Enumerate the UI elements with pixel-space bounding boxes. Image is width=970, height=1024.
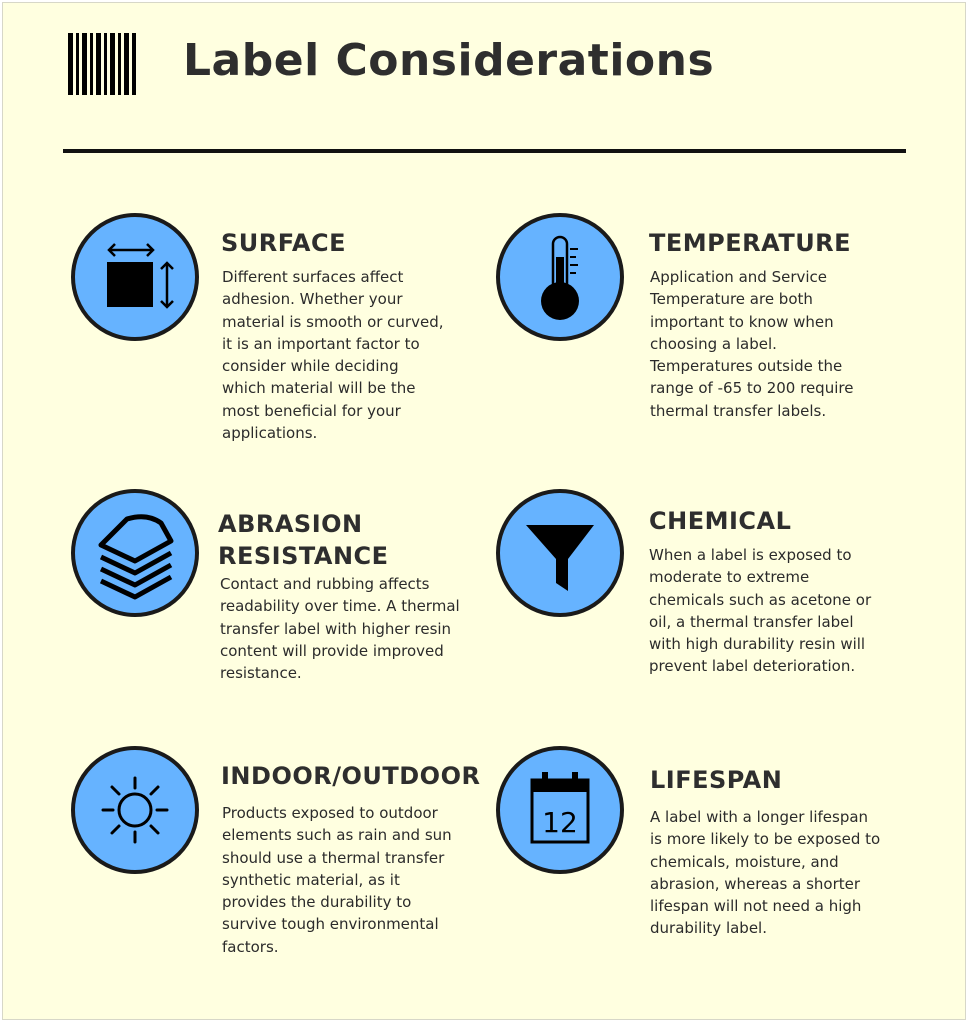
text-line: it is an important factor to: [222, 334, 420, 353]
text-line: oil, a thermal transfer label: [649, 612, 854, 631]
text-line: prevent label deterioration.: [649, 657, 856, 676]
text-line: which material will be the: [222, 379, 416, 398]
text-line: A label with a longer lifespan: [650, 808, 869, 826]
text-line: range of -65 to 200 require: [650, 379, 854, 398]
section-text-chemical: [649, 544, 871, 678]
text-line: Temperature are both: [650, 290, 813, 309]
section-heading-lifespan: LIFESPAN: [650, 766, 783, 794]
text-line: most beneficial for your: [222, 401, 401, 420]
text-line: Different surfaces affect: [222, 268, 404, 286]
text-line: survive tough environmental: [222, 915, 439, 934]
section-text-temperature: [650, 266, 853, 422]
text-line: moderate to extreme: [649, 568, 810, 587]
text-line: content will provide improved: [220, 641, 444, 660]
text-line: synthetic material, as it: [222, 870, 400, 889]
section-text-abrasion: [220, 573, 460, 684]
barcode-icon: [66, 33, 146, 95]
infographic-page: [2, 2, 966, 1020]
text-line: elements such as rain and sun: [222, 826, 452, 845]
text-line: chemicals, moisture, and: [650, 852, 839, 871]
calendar-number: 12: [542, 806, 578, 839]
heading-line: RESISTANCE: [218, 542, 389, 570]
text-line: chemicals such as acetone or: [649, 590, 872, 609]
text-line: important to know when: [650, 312, 834, 331]
text-line: lifespan will not need a high: [650, 897, 862, 916]
text-line: provides the durability to: [222, 893, 412, 912]
text-line: material is smooth or curved,: [222, 312, 444, 331]
text-line: with high durability resin will: [649, 635, 866, 654]
section-text-surface: [222, 266, 444, 444]
text-line: Application and Service: [650, 268, 828, 286]
section-heading-abrasion: [218, 508, 389, 572]
resize-square-icon: [75, 217, 195, 337]
section-heading-temperature: TEMPERATURE: [649, 229, 852, 257]
text-line: is more likely to be exposed to: [650, 830, 881, 849]
paper-stack-icon: [75, 493, 195, 613]
surface-icon-circle: [71, 213, 199, 341]
header-divider: [63, 149, 906, 153]
text-line: When a label is exposed to: [649, 546, 852, 564]
text-line: resistance.: [220, 664, 302, 683]
text-line: Temperatures outside the: [650, 357, 843, 376]
section-heading-surface: SURFACE: [221, 229, 346, 257]
section-text-indoor-outdoor: [222, 802, 452, 958]
calendar-icon: [500, 750, 620, 870]
text-line: applications.: [222, 424, 318, 443]
section-heading-chemical: CHEMICAL: [649, 507, 792, 535]
text-line: factors.: [222, 937, 279, 956]
thermometer-icon: [500, 217, 620, 337]
text-line: choosing a label.: [650, 334, 777, 353]
text-line: Contact and rubbing affects: [220, 575, 430, 593]
text-line: transfer label with higher resin: [220, 619, 452, 638]
heading-line: ABRASION: [218, 510, 363, 538]
text-line: Products exposed to outdoor: [222, 804, 438, 822]
chemical-icon-circle: [496, 489, 624, 617]
text-line: thermal transfer labels.: [650, 401, 827, 420]
sun-icon: [75, 750, 195, 870]
funnel-icon: [500, 493, 620, 613]
text-line: consider while deciding: [222, 357, 399, 376]
page-title: Label Considerations: [183, 35, 715, 86]
indoor-outdoor-icon-circle: [71, 746, 199, 874]
text-line: should use a thermal transfer: [222, 848, 445, 867]
text-line: durability label.: [650, 919, 767, 938]
text-line: adhesion. Whether your: [222, 290, 403, 309]
section-heading-indoor-outdoor: INDOOR/OUTDOOR: [221, 762, 481, 790]
lifespan-icon-circle: [496, 746, 624, 874]
abrasion-icon-circle: [71, 489, 199, 617]
section-text-lifespan: [650, 806, 880, 940]
temperature-icon-circle: [496, 213, 624, 341]
text-line: abrasion, whereas a shorter: [650, 874, 861, 893]
text-line: readability over time. A thermal: [220, 597, 460, 616]
